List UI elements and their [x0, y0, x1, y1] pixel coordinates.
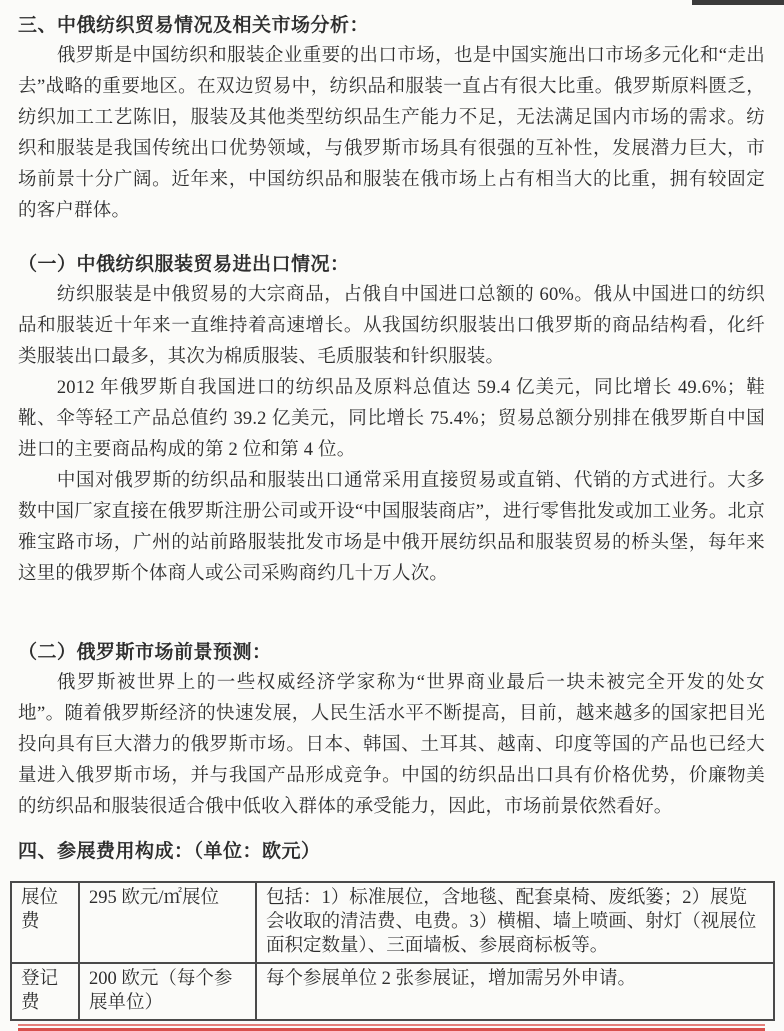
booth-fee-price-cell: 295 欧元/㎡展位 — [79, 882, 256, 963]
registration-fee-price-cell: 200 欧元（每个参展单位） — [79, 963, 256, 1020]
red-divider-rule-top-line — [18, 1024, 765, 1026]
subsection-import-export-heading: （一）中俄纺织服装贸易进出口情况： — [18, 254, 350, 275]
subsection-market-forecast-heading: （二）俄罗斯市场前景预测： — [18, 642, 272, 663]
import-export-paragraph-1: 纺织服装是中俄贸易的大宗商品，占俄自中国进口总额的 60%。俄从中国进口的纺织品和服装近十年来一直维持着高速增长。从我国纺织服装出口俄罗斯的商品结构看，化纤类服装出口最多，其次为棉质服装、毛质服装和针织服装。 — [18, 285, 765, 367]
booth-fee-item-cell: 展位费 — [11, 882, 79, 963]
import-export-paragraph-2: 2012 年俄罗斯自我国进口的纺织品及原料总值达 59.4 亿美元，同比增长 49.6%；鞋靴、伞等轻工产品总值约 39.2 亿美元，同比增长 75.4%；贸易总额分别排在俄罗斯自中国进口的主要商品构成的第 2 位和第 4 位。 — [18, 378, 765, 460]
cost-table-row-registration-fee — [11, 963, 774, 1020]
registration-fee-item-cell: 登记费 — [11, 963, 79, 1020]
booth-fee-description-cell: 包括：1）标准展位，含地毯、配套桌椅、废纸篓；2）展览会收取的清洁费、电费。3）横楣、墙上喷画、射灯（视展位面积定数量）、三面墙板、参展商标板等。 — [256, 882, 774, 963]
section-exhibition-cost-heading: 四、参展费用构成：（单位：欧元） — [18, 841, 321, 862]
scan-edge-artifact — [692, 0, 784, 5]
section-trade-analysis-heading: 三、中俄纺织贸易情况及相关市场分析： — [18, 15, 370, 36]
registration-fee-description-cell: 每个参展单位 2 张参展证，增加需另外申请。 — [256, 963, 774, 1020]
exhibition-cost-table — [10, 881, 775, 1021]
red-divider-rule — [18, 1024, 765, 1031]
market-forecast-paragraph-1: 俄罗斯被世界上的一些权威经济学家称为“世界商业最后一块未被完全开发的处女地”。随着俄罗斯经济的快速发展，人民生活水平不断提高，目前，越来越多的国家把目光投向具有巨大潜力的俄罗斯市场。日本、韩国、土耳其、越南、印度等国的产品也已经大量进入俄罗斯市场，并与我国产品形成竞争。中国的纺织品出口具有价格优势，价廉物美的纺织品和服装很适合俄中低收入群体的承受能力，因此，市场前景依然看好。 — [18, 673, 765, 817]
cost-table-row-booth-fee — [11, 882, 774, 963]
trade-analysis-intro-paragraph: 俄罗斯是中国纺织和服装企业重要的出口市场，也是中国实施出口市场多元化和“走出去”战略的重要地区。在双边贸易中，纺织品和服装一直占有很大比重。俄罗斯原料匮乏，纺织加工工艺陈旧，服装及其他类型纺织品生产能力不足，无法满足国内市场的需求。纺织和服装是我国传统出口优势领域，与俄罗斯市场具有很强的互补性，发展潜力巨大，市场前景十分广阔。近年来，中国纺织品和服装在俄市场上占有相当大的比重，拥有较固定的客户群体。 — [18, 46, 765, 221]
import-export-paragraph-3: 中国对俄罗斯的纺织品和服装出口通常采用直接贸易或直销、代销的方式进行。大多数中国厂家直接在俄罗斯注册公司或开设“中国服装商店”，进行零售批发或加工业务。北京雅宝路市场，广州的站前路服装批发市场是中俄开展纺织品和服装贸易的桥头堡，每年来这里的俄罗斯个体商人或公司采购商约几十万人次。 — [18, 471, 765, 584]
